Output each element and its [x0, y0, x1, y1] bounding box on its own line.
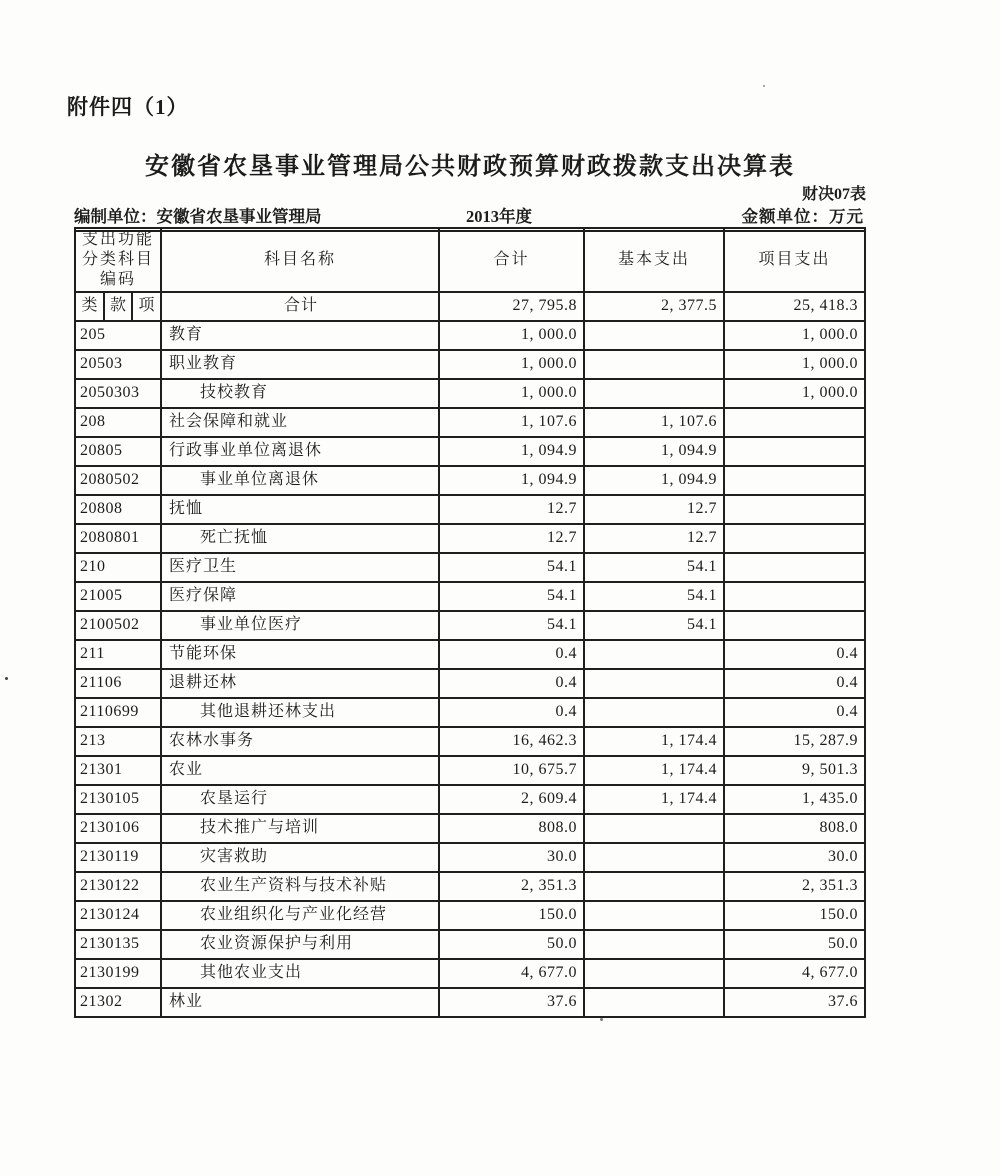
table-row: [75, 698, 865, 727]
basic-amount-cell: [584, 988, 724, 1017]
subject-name-cell: 教育: [161, 321, 439, 350]
total-amount-cell: 1, 000.0: [439, 379, 584, 408]
grand-total-project: 25, 418.3: [724, 292, 865, 321]
code-header-line: 支出功能: [82, 231, 155, 248]
table-row: [75, 321, 865, 350]
function-code-cell: 20808: [75, 495, 161, 524]
basic-amount-cell: [584, 930, 724, 959]
function-code-cell: 2130105: [75, 785, 161, 814]
function-code-cell: 20503: [75, 350, 161, 379]
function-code-cell: 2130122: [75, 872, 161, 901]
function-code-cell: 2100502: [75, 611, 161, 640]
prepared-by-value: 安徽省农垦事业管理局: [156, 207, 322, 226]
subject-name-cell: 节能环保: [161, 640, 439, 669]
subject-name-cell: 农业生产资料与技术补贴: [161, 872, 439, 901]
project-amount-cell: 2, 351.3: [724, 872, 865, 901]
subject-name-cell: 农林水事务: [161, 727, 439, 756]
fiscal-year: 2013年度: [466, 207, 532, 226]
subject-name-cell: 职业教育: [161, 350, 439, 379]
table-row: [75, 466, 865, 495]
project-amount-cell: 0.4: [724, 698, 865, 727]
subject-name-cell: 农业组织化与产业化经营: [161, 901, 439, 930]
basic-amount-cell: [584, 901, 724, 930]
prepared-by-label: 编制单位：: [74, 207, 157, 226]
function-code-cell: 205: [75, 321, 161, 350]
subject-name-cell: 农业资源保护与利用: [161, 930, 439, 959]
project-expenditure-header: 项目支出: [724, 228, 865, 292]
function-code-cell: 21302: [75, 988, 161, 1017]
total-amount-cell: 2, 351.3: [439, 872, 584, 901]
table-row: [75, 553, 865, 582]
basic-amount-cell: 1, 094.9: [584, 466, 724, 495]
grand-total-label: 合计: [161, 292, 439, 321]
basic-amount-cell: [584, 350, 724, 379]
total-amount-cell: 2, 609.4: [439, 785, 584, 814]
project-amount-cell: [724, 524, 865, 553]
project-amount-cell: 150.0: [724, 901, 865, 930]
basic-amount-cell: [584, 814, 724, 843]
function-code-cell: 210: [75, 553, 161, 582]
basic-amount-cell: [584, 379, 724, 408]
total-amount-cell: 808.0: [439, 814, 584, 843]
project-amount-cell: 37.6: [724, 988, 865, 1017]
basic-amount-cell: 1, 174.4: [584, 756, 724, 785]
subject-name-cell: 事业单位离退休: [161, 466, 439, 495]
function-code-cell: 208: [75, 408, 161, 437]
table-row: [75, 814, 865, 843]
basic-amount-cell: [584, 321, 724, 350]
table-row: [75, 437, 865, 466]
function-code-cell: 2130135: [75, 930, 161, 959]
basic-amount-cell: 54.1: [584, 582, 724, 611]
table-header: [75, 228, 865, 321]
table-row: [75, 988, 865, 1017]
basic-amount-cell: [584, 640, 724, 669]
table-row: [75, 930, 865, 959]
project-amount-cell: 50.0: [724, 930, 865, 959]
total-amount-cell: 0.4: [439, 640, 584, 669]
basic-amount-cell: 54.1: [584, 611, 724, 640]
subject-name-cell: 抚恤: [161, 495, 439, 524]
project-amount-cell: [724, 466, 865, 495]
function-code-cell: 211: [75, 640, 161, 669]
project-amount-cell: 30.0: [724, 843, 865, 872]
total-amount-cell: 37.6: [439, 988, 584, 1017]
total-amount-cell: 1, 094.9: [439, 437, 584, 466]
basic-amount-cell: 1, 174.4: [584, 727, 724, 756]
function-code-cell: 2130106: [75, 814, 161, 843]
table-row: [75, 785, 865, 814]
subject-name-cell: 行政事业单位离退休: [161, 437, 439, 466]
total-amount-cell: 1, 000.0: [439, 321, 584, 350]
amount-unit: 金额单位：万元: [741, 207, 864, 226]
total-amount-cell: 1, 000.0: [439, 350, 584, 379]
project-amount-cell: 1, 000.0: [724, 350, 865, 379]
total-amount-cell: 16, 462.3: [439, 727, 584, 756]
section-subheader: 款: [104, 292, 132, 321]
subject-name-cell: 社会保障和就业: [161, 408, 439, 437]
total-amount-cell: 0.4: [439, 698, 584, 727]
total-amount-cell: 10, 675.7: [439, 756, 584, 785]
project-amount-cell: 9, 501.3: [724, 756, 865, 785]
project-amount-cell: 1, 000.0: [724, 321, 865, 350]
grand-total-row: [75, 292, 865, 321]
table-row: [75, 582, 865, 611]
project-amount-cell: [724, 437, 865, 466]
subject-name-header: 科目名称: [161, 228, 439, 292]
scan-speck: [763, 85, 765, 87]
project-amount-cell: [724, 408, 865, 437]
scan-speck: [5, 677, 8, 680]
project-amount-cell: [724, 553, 865, 582]
basic-amount-cell: 1, 174.4: [584, 785, 724, 814]
code-header-line: 编码: [100, 271, 137, 288]
total-amount-cell: 54.1: [439, 553, 584, 582]
basic-amount-cell: [584, 669, 724, 698]
subject-name-cell: 技校教育: [161, 379, 439, 408]
project-amount-cell: [724, 611, 865, 640]
attachment-label: 附件四（1）: [67, 95, 189, 119]
table-row: [75, 872, 865, 901]
table-row: [75, 756, 865, 785]
total-amount-cell: 4, 677.0: [439, 959, 584, 988]
subject-name-cell: 医疗卫生: [161, 553, 439, 582]
total-amount-cell: 150.0: [439, 901, 584, 930]
subject-name-cell: 灾害救助: [161, 843, 439, 872]
grand-total-amount: 27, 795.8: [439, 292, 584, 321]
document-title: 安徽省农垦事业管理局公共财政预算财政拨款支出决算表: [145, 154, 795, 180]
function-code-cell: 2050303: [75, 379, 161, 408]
function-code-cell: 20805: [75, 437, 161, 466]
project-amount-cell: 15, 287.9: [724, 727, 865, 756]
function-code-cell: 213: [75, 727, 161, 756]
basic-amount-cell: [584, 872, 724, 901]
total-amount-cell: 54.1: [439, 582, 584, 611]
subject-name-cell: 医疗保障: [161, 582, 439, 611]
function-code-cell: 2080801: [75, 524, 161, 553]
grand-total-basic: 2, 377.5: [584, 292, 724, 321]
total-amount-cell: 30.0: [439, 843, 584, 872]
basic-amount-cell: 1, 107.6: [584, 408, 724, 437]
table-row: [75, 495, 865, 524]
code-header-line: 分类科目: [82, 251, 155, 268]
function-code-cell: 2130124: [75, 901, 161, 930]
total-amount-cell: 50.0: [439, 930, 584, 959]
project-amount-cell: 0.4: [724, 669, 865, 698]
basic-amount-cell: 54.1: [584, 553, 724, 582]
function-code-cell: 2130199: [75, 959, 161, 988]
basic-expenditure-header: 基本支出: [584, 228, 724, 292]
table-row: [75, 611, 865, 640]
subject-name-cell: 退耕还林: [161, 669, 439, 698]
basic-amount-cell: 12.7: [584, 495, 724, 524]
function-code-cell: 2080502: [75, 466, 161, 495]
project-amount-cell: [724, 495, 865, 524]
basic-amount-cell: [584, 959, 724, 988]
subject-name-cell: 农垦运行: [161, 785, 439, 814]
total-amount-cell: 12.7: [439, 524, 584, 553]
table-row: [75, 350, 865, 379]
function-code-cell: 21005: [75, 582, 161, 611]
function-code-cell: 2130119: [75, 843, 161, 872]
subject-name-cell: 农业: [161, 756, 439, 785]
form-number: 财决07表: [801, 186, 866, 203]
table-row: [75, 727, 865, 756]
table-body: [75, 321, 865, 1017]
project-amount-cell: 1, 435.0: [724, 785, 865, 814]
expenditure-table: [74, 227, 866, 1018]
column-header-row: [75, 228, 865, 292]
table-row: [75, 843, 865, 872]
project-amount-cell: 0.4: [724, 640, 865, 669]
function-code-cell: 21106: [75, 669, 161, 698]
project-amount-cell: [724, 582, 865, 611]
table-row: [75, 669, 865, 698]
basic-amount-cell: [584, 698, 724, 727]
total-amount-cell: 1, 107.6: [439, 408, 584, 437]
prepared-by: [74, 203, 436, 227]
subject-name-cell: 技术推广与培训: [161, 814, 439, 843]
function-code-cell: 21301: [75, 756, 161, 785]
project-amount-cell: 1, 000.0: [724, 379, 865, 408]
basic-amount-cell: 1, 094.9: [584, 437, 724, 466]
table-row: [75, 959, 865, 988]
subject-name-cell: 林业: [161, 988, 439, 1017]
table-row: [75, 379, 865, 408]
total-header: 合计: [439, 228, 584, 292]
code-column-header: [75, 228, 161, 292]
total-amount-cell: 54.1: [439, 611, 584, 640]
subject-name-cell: 事业单位医疗: [161, 611, 439, 640]
basic-amount-cell: [584, 843, 724, 872]
total-amount-cell: 1, 094.9: [439, 466, 584, 495]
function-code-cell: 2110699: [75, 698, 161, 727]
table-row: [75, 524, 865, 553]
table-row: [75, 408, 865, 437]
table-row: [75, 901, 865, 930]
scan-speck: [600, 1018, 603, 1021]
table-row: [75, 640, 865, 669]
project-amount-cell: 808.0: [724, 814, 865, 843]
project-amount-cell: 4, 677.0: [724, 959, 865, 988]
total-amount-cell: 0.4: [439, 669, 584, 698]
total-amount-cell: 12.7: [439, 495, 584, 524]
basic-amount-cell: 12.7: [584, 524, 724, 553]
subject-name-cell: 其他退耕还林支出: [161, 698, 439, 727]
item-subheader: 项: [132, 292, 161, 321]
class-subheader: 类: [75, 292, 104, 321]
subject-name-cell: 其他农业支出: [161, 959, 439, 988]
subject-name-cell: 死亡抚恤: [161, 524, 439, 553]
